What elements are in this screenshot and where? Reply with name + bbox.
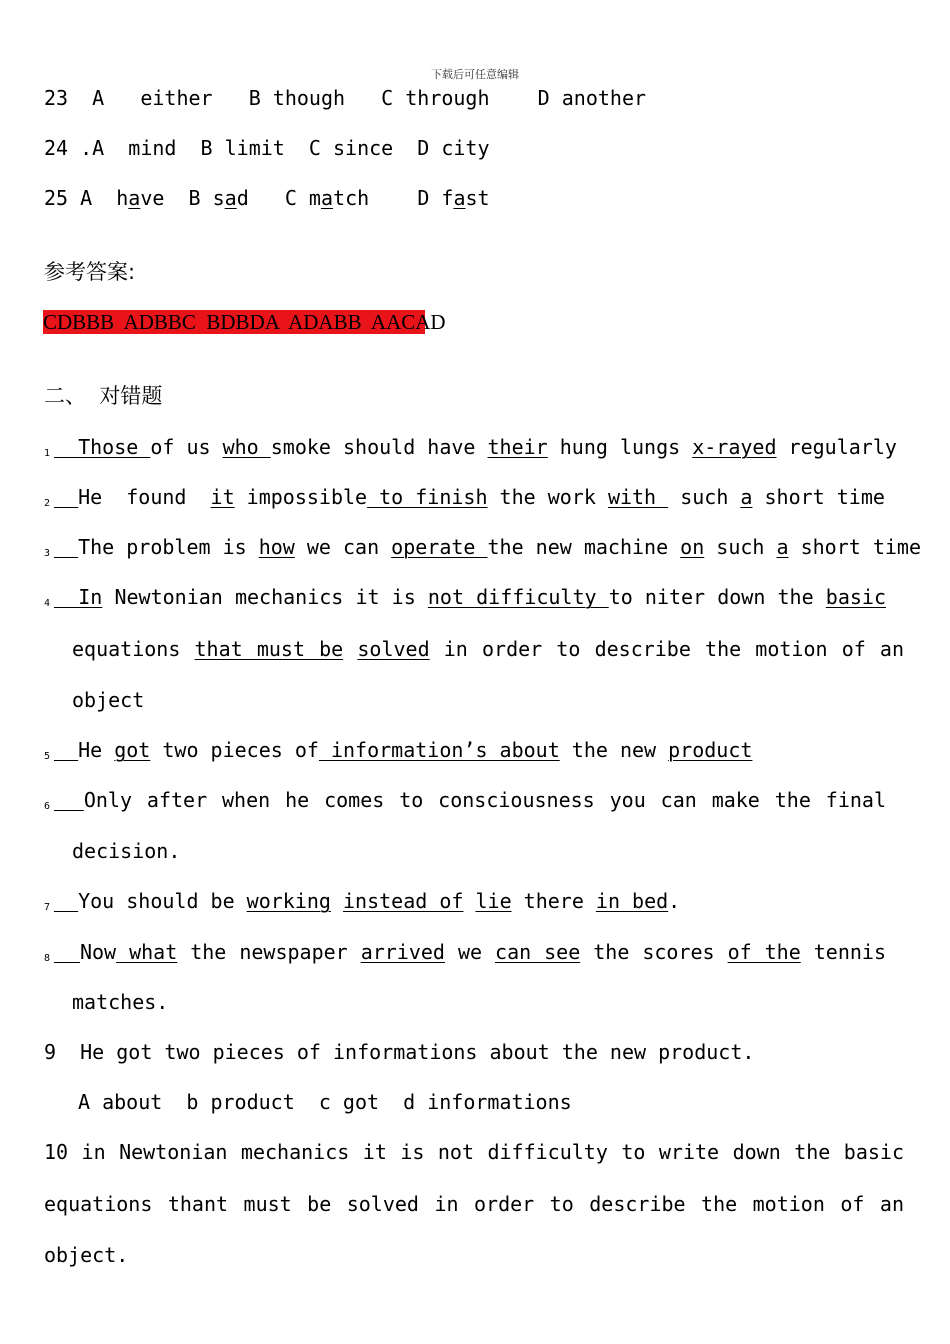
underlined-segment: Those xyxy=(54,435,151,459)
underlined-segment: In xyxy=(54,585,103,609)
item-6-line-1: 6 Only after when he comes to consciousness you can make the final xyxy=(44,788,886,812)
text-segment: He xyxy=(78,738,115,762)
underlined-segment xyxy=(54,485,78,509)
text-segment: equations xyxy=(72,637,195,661)
text-segment: short time xyxy=(752,485,885,509)
underlined-segment: product xyxy=(668,738,753,762)
text-segment: smoke should have xyxy=(270,435,488,459)
underlined-segment: got xyxy=(114,738,151,762)
answer-key-value: CDBBB ADBBC BDBDA ADABB AACAD xyxy=(43,310,446,334)
text-segment: in order to describe the motion of an xyxy=(429,637,904,661)
text-segment xyxy=(331,889,343,913)
text-segment: the new xyxy=(559,738,669,762)
text-segment: Newtonian mechanics it is xyxy=(102,585,428,609)
underlined-segment: their xyxy=(487,435,548,459)
underlined-segment: operate xyxy=(391,535,488,559)
text-segment: the scores xyxy=(580,940,728,964)
underlined-segment: a xyxy=(740,485,753,509)
text-segment: The problem is xyxy=(78,535,259,559)
question-25: 25 A have B sad C match D fast xyxy=(44,186,490,210)
text-segment: the new machine xyxy=(487,535,681,559)
item-1: 1 Those of us who smoke should have their hung lungs x-rayed regularly xyxy=(44,435,897,459)
text-segment xyxy=(343,637,357,661)
item-10-line-2: equations thant must be solved in order to describe the motion of an xyxy=(44,1192,904,1216)
underlined-segment: in bed xyxy=(595,889,669,913)
item-2: 2 He found it impossible to finish the work with such a short time xyxy=(44,485,885,509)
text-segment: to niter down the xyxy=(608,585,826,609)
underlined-segment: to finish xyxy=(367,485,488,509)
underlined-segment xyxy=(54,940,80,964)
underlined-segment: on xyxy=(680,535,705,559)
item-9-question: 9 He got two pieces of informations about the new product. xyxy=(44,1040,755,1064)
text-segment: two pieces of xyxy=(150,738,319,762)
text-segment: . xyxy=(668,889,681,913)
underlined-segment xyxy=(54,788,84,812)
question-24: 24 .A mind B limit C since D city xyxy=(44,136,490,160)
underlined-segment: information’s about xyxy=(318,738,560,762)
item-8-line-1: 8 Now what the newspaper arrived we can see the scores of the tennis xyxy=(44,940,886,964)
underlined-segment: arrived xyxy=(360,940,445,964)
text-segment: tennis xyxy=(800,940,886,964)
text-segment: the newspaper xyxy=(177,940,361,964)
section-heading: 二、 对错题 xyxy=(44,384,163,408)
text-segment: such xyxy=(668,485,741,509)
text-segment: hung lungs xyxy=(547,435,693,459)
underlined-segment: basic xyxy=(825,585,886,609)
text-segment: such xyxy=(704,535,777,559)
text-segment: of us xyxy=(150,435,223,459)
underlined-segment: it xyxy=(210,485,235,509)
underlined-segment: working xyxy=(246,889,331,913)
underlined-segment: of the xyxy=(727,940,801,964)
text-segment: there xyxy=(511,889,596,913)
item-7: 7 You should be working instead of lie there in bed. xyxy=(44,889,681,913)
underlined-segment: not difficulty xyxy=(427,585,609,609)
item-4-line-1: 4 In Newtonian mechanics it is not difficulty to niter down the basic xyxy=(44,585,886,609)
underlined-segment: a xyxy=(776,535,789,559)
text-segment: the work xyxy=(487,485,608,509)
text-segment: we can xyxy=(294,535,392,559)
text-segment: He found xyxy=(78,485,211,509)
text-segment: we xyxy=(444,940,496,964)
underlined-segment: that must be xyxy=(194,637,344,661)
underlined-segment: x-rayed xyxy=(692,435,777,459)
underlined-segment: with xyxy=(607,485,669,509)
item-6-line-2: decision. xyxy=(72,839,181,863)
underlined-segment xyxy=(54,738,78,762)
item-4-line-2 xyxy=(72,637,904,661)
item-4-line-3: object xyxy=(72,688,145,712)
underlined-segment: can see xyxy=(495,940,581,964)
underlined-segment: solved xyxy=(357,637,430,661)
header-note: 下载后可任意编辑 xyxy=(431,68,519,81)
text-segment: impossible xyxy=(234,485,368,509)
text-segment: Only after when he comes to consciousness you can make the final xyxy=(83,788,886,812)
underlined-segment: instead of xyxy=(343,889,464,913)
underlined-segment: what xyxy=(116,940,178,964)
text-segment: short time xyxy=(788,535,921,559)
underlined-segment xyxy=(54,535,78,559)
item-5: 5 He got two pieces of information’s about the new product xyxy=(44,738,753,762)
item-10-line-3: object. xyxy=(44,1243,129,1267)
text-segment xyxy=(463,889,475,913)
text-segment: regularly xyxy=(776,435,897,459)
item-10-line-1: 10 in Newtonian mechanics it is not difficulty to write down the basic xyxy=(44,1140,904,1164)
item-8-line-2: matches. xyxy=(72,990,169,1014)
text-segment: Now xyxy=(79,940,117,964)
text-segment: You should be xyxy=(78,889,247,913)
underlined-segment: lie xyxy=(475,889,512,913)
underlined-segment: how xyxy=(258,535,295,559)
underlined-segment: who xyxy=(222,435,271,459)
underlined-segment xyxy=(54,889,78,913)
item-3: 3 The problem is how we can operate the new machine on such a short time xyxy=(44,535,921,559)
question-23: 23 A either B though C through D another xyxy=(44,86,647,110)
answer-key-heading: 参考答案: xyxy=(44,260,136,284)
item-9-options: A about b product c got d informations xyxy=(78,1090,572,1114)
